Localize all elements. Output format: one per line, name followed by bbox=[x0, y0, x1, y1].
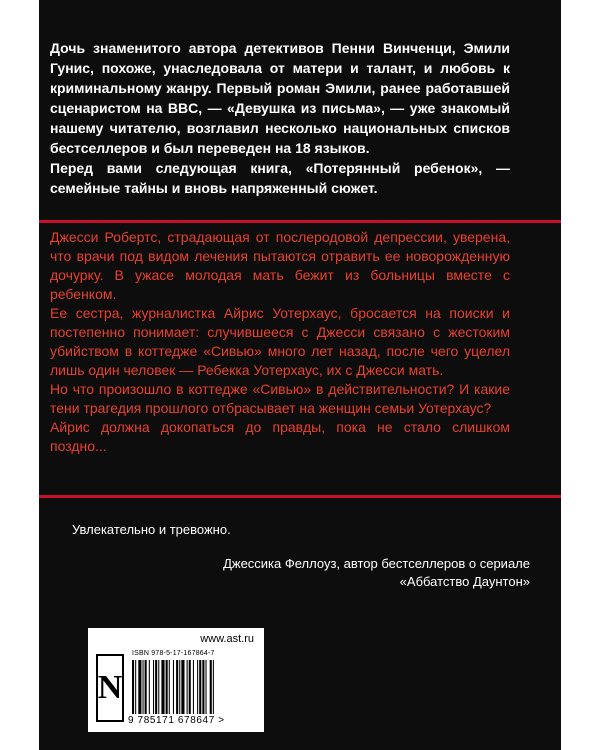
story-synopsis bbox=[50, 228, 510, 456]
synopsis-paragraph-3: Но что произошло в коттедже «Сивью» в действительности? И какие тени трагедия прошлого отбрасывает на женщин семьи Уотерхаус? bbox=[50, 381, 510, 416]
red-divider-bottom bbox=[39, 495, 561, 498]
publisher-blurb bbox=[50, 38, 510, 198]
barcode-bars bbox=[132, 660, 252, 714]
barcode-digits: 9 785171 678647 > bbox=[128, 715, 225, 726]
review-attribution bbox=[150, 555, 530, 591]
synopsis-paragraph-1: Джесси Робертс, страдающая от послеродовой депрессии, уверена, что врачи под видом лечения пытаются отравить ее новорожденную дочурку. В ужасе молодая мать бежит из больницы вместе с ребенком. bbox=[50, 229, 510, 302]
synopsis-paragraph-2: Ее сестра, журналистка Айрис Уотерхаус, бросается на поиски и постепенно понимает: случившееся с Джесси связано с жестоким убийством в коттедже «Сивью» много лет назад, после чего уцелел лишь один человек — Ребекка Уотерхаус, их с Джесси мать. bbox=[50, 305, 510, 378]
publisher-logo: N bbox=[96, 654, 124, 722]
blurb-paragraph-1: Дочь знаменитого автора детективов Пенни Винченци, Эмили Гунис, похоже, унаследовала от матери и талант, и любовь к криминальному жанру. Первый роман Эмили, ранее работавшей сценаристом на BBC, — «Девушка из письма», — уже знакомый нашему читателю, возглавил несколько национальных списков бестселлеров и был переведен на 18 языков. bbox=[50, 40, 510, 156]
blurb-paragraph-2: Перед вами следующая книга, «Потерянный ребенок», — семейные тайны и вновь напряженный сюжет. bbox=[50, 160, 510, 196]
barcode-panel bbox=[88, 628, 264, 732]
attribution-line-2: «Аббатство Даунтон» bbox=[399, 574, 530, 589]
attribution-line-1: Джессика Феллоуз, автор бестселлеров о сериале bbox=[223, 556, 530, 571]
isbn-label: ISBN 978-5-17-167864-7 bbox=[132, 650, 215, 657]
publisher-website: www.ast.ru bbox=[200, 633, 254, 645]
synopsis-paragraph-4: Айрис должна докопаться до правды, пока не стало слишком поздно... bbox=[50, 419, 510, 454]
review-quote: Увлекательно и тревожно. bbox=[72, 522, 231, 537]
red-divider-top bbox=[39, 220, 561, 223]
